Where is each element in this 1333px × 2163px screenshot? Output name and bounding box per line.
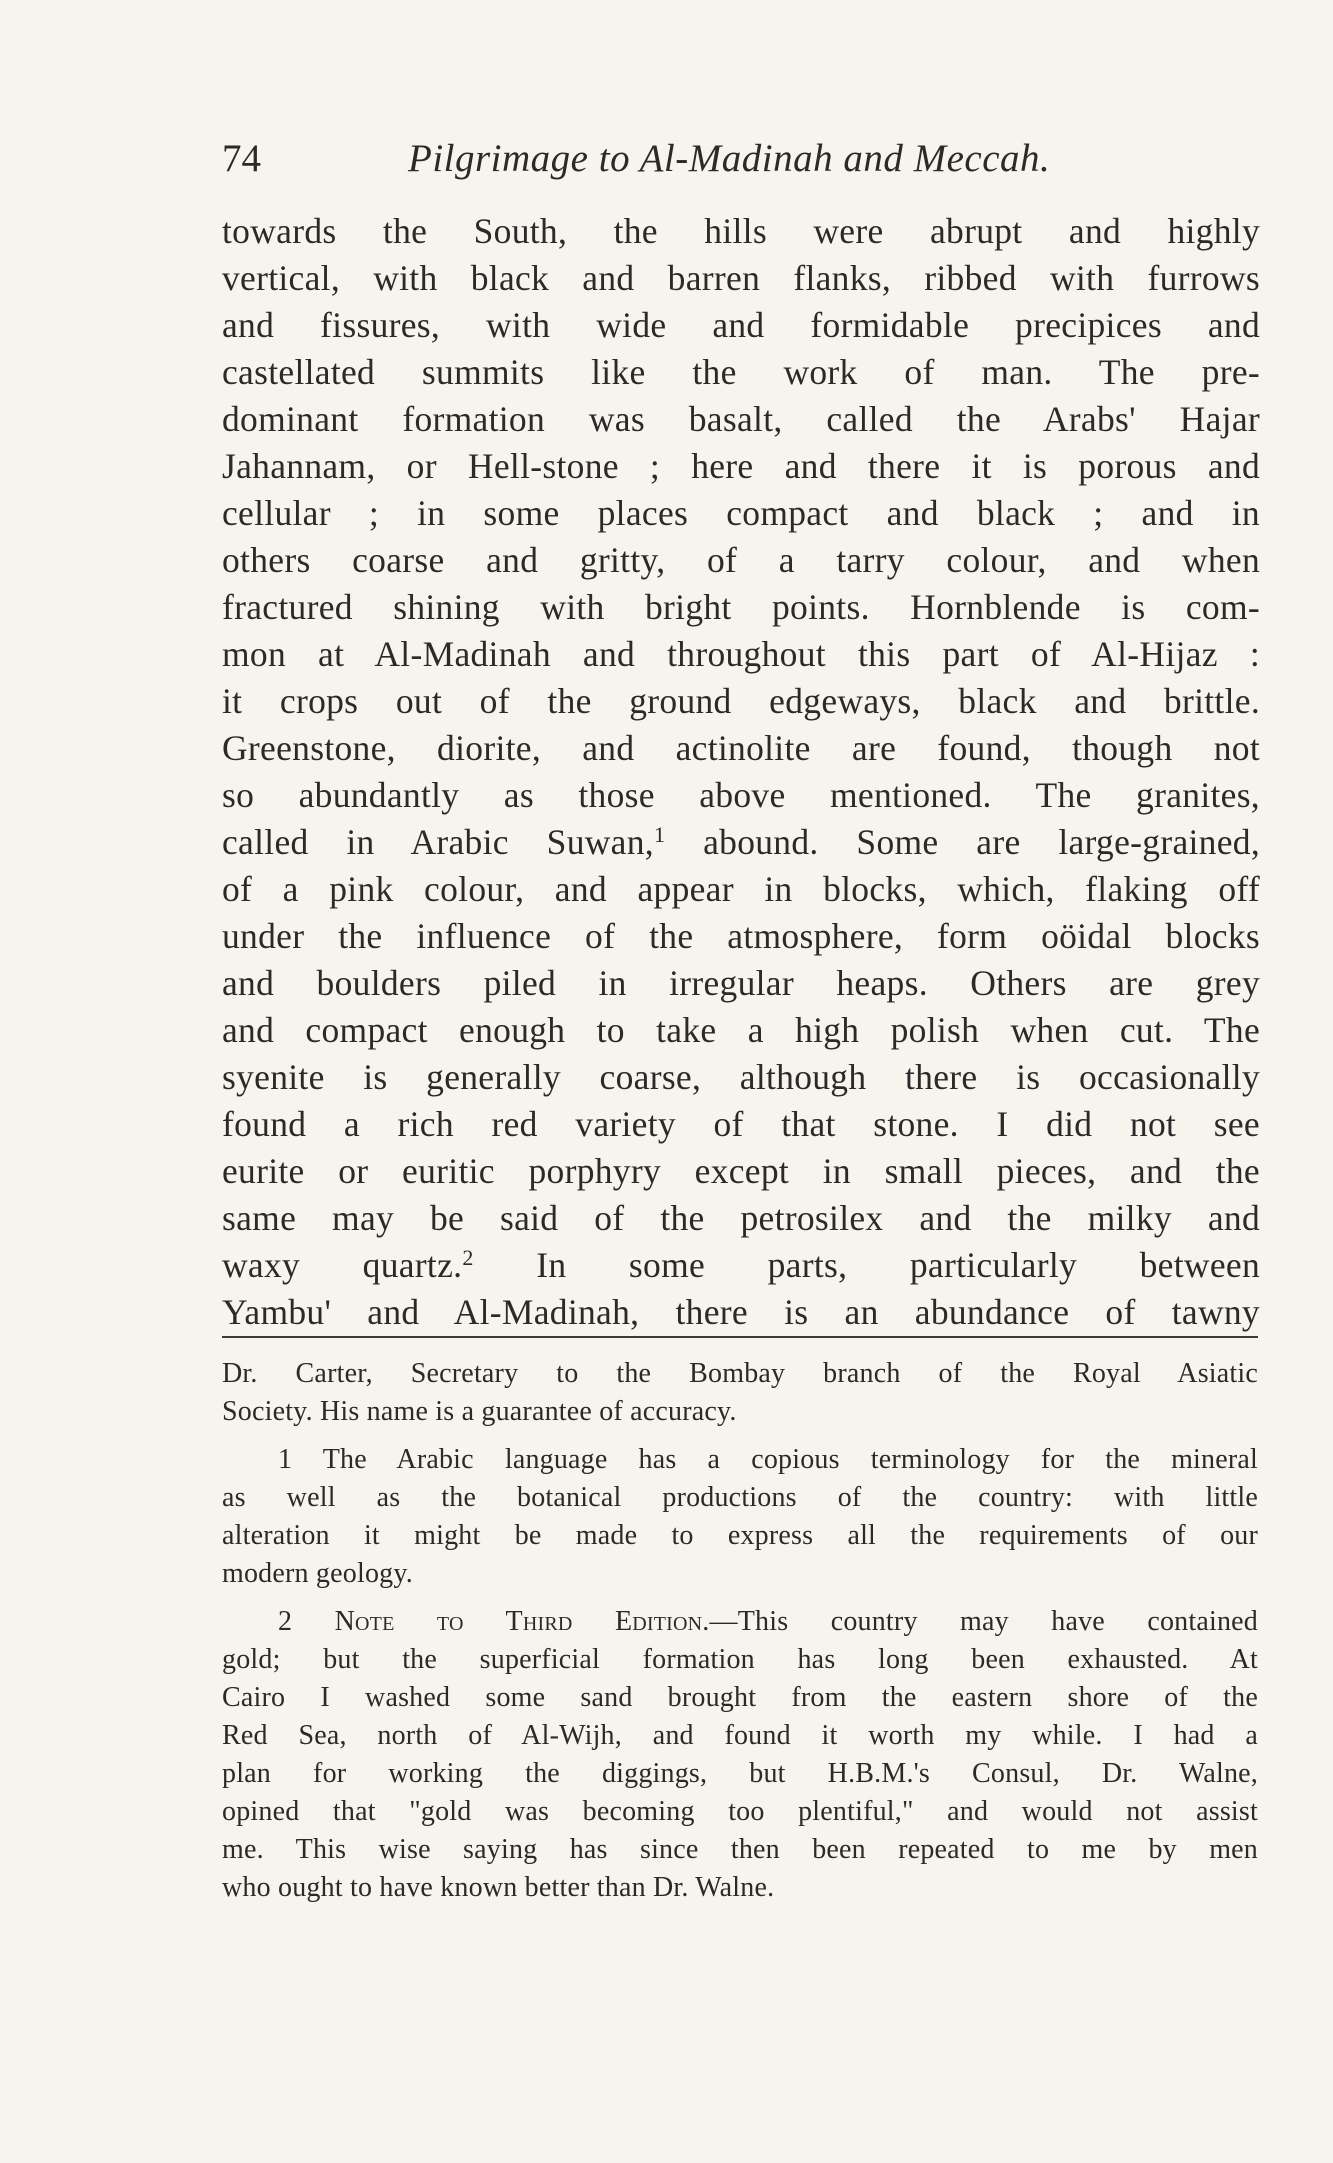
body-line: castellated summits like the work of man. The pre- bbox=[222, 352, 1260, 392]
body-line-text: called in Arabic Suwan, bbox=[222, 822, 654, 862]
footnote-line: alteration it might be made to express all the requirements of our bbox=[222, 1520, 1258, 1551]
footnote-line: Cairo I washed some sand brought from the eastern shore of the bbox=[222, 1682, 1258, 1713]
body-text bbox=[222, 208, 1260, 1336]
body-line bbox=[222, 1242, 1260, 1289]
footnote-continued bbox=[222, 1355, 1258, 1431]
running-title: Pilgrimage to Al-Madinah and Meccah. bbox=[408, 137, 1051, 180]
footnote-2-first-rest: —This country may have contained bbox=[709, 1606, 1258, 1637]
body-line-text: abound. Some are large-grained, bbox=[665, 822, 1260, 862]
body-line: of a pink colour, and appear in blocks, which, flaking off bbox=[222, 869, 1260, 909]
body-line: found a rich red variety of that stone. I did not see bbox=[222, 1104, 1260, 1144]
footnote-2-first-line bbox=[222, 1603, 1258, 1641]
body-line: cellular ; in some places compact and black ; and in bbox=[222, 493, 1260, 533]
footnote-2-heading: 2 Note to Third Edition. bbox=[278, 1606, 710, 1637]
body-line bbox=[222, 819, 1260, 866]
body-line: under the influence of the atmosphere, form oöidal blocks bbox=[222, 916, 1260, 956]
footnote-line: Dr. Carter, Secretary to the Bombay branch of the Royal Asiatic bbox=[222, 1358, 1258, 1389]
footnote-line: Red Sea, north of Al-Wijh, and found it worth my while. I had a bbox=[222, 1720, 1258, 1751]
footnote-1 bbox=[222, 1441, 1258, 1593]
footnote-line: me. This wise saying has since then been repeated to me by men bbox=[222, 1834, 1258, 1865]
body-line: and fissures, with wide and formidable precipices and bbox=[222, 305, 1260, 345]
body-line: vertical, with black and barren flanks, ribbed with furrows bbox=[222, 258, 1260, 298]
footnote-line: gold; but the superficial formation has long been exhausted. At bbox=[222, 1644, 1258, 1675]
body-line: dominant formation was basalt, called the Arabs' Hajar bbox=[222, 399, 1260, 439]
footnote-line: plan for working the diggings, but H.B.M.'s Consul, Dr. Walne, bbox=[222, 1758, 1258, 1789]
body-line: and boulders piled in irregular heaps. Others are grey bbox=[222, 963, 1260, 1003]
body-line: so abundantly as those above mentioned. The granites, bbox=[222, 775, 1260, 815]
body-line-text: waxy quartz. bbox=[222, 1245, 463, 1285]
body-line: fractured shining with bright points. Hornblende is com- bbox=[222, 587, 1260, 627]
body-line: towards the South, the hills were abrupt and highly bbox=[222, 211, 1260, 251]
body-line: Greenstone, diorite, and actinolite are found, though not bbox=[222, 728, 1260, 768]
body-line: Yambu' and Al-Madinah, there is an abundance of tawny bbox=[222, 1292, 1260, 1332]
footnote-marker: 1 bbox=[653, 822, 666, 847]
footnote-line: who ought to have known better than Dr. Walne. bbox=[222, 1872, 775, 1903]
footnote-line: as well as the botanical productions of the country: with little bbox=[222, 1482, 1258, 1513]
body-line: it crops out of the ground edgeways, black and brittle. bbox=[222, 681, 1260, 721]
body-line: mon at Al-Madinah and throughout this part of Al-Hijaz : bbox=[222, 634, 1260, 674]
footnote-rule bbox=[222, 1336, 1258, 1338]
running-header bbox=[222, 136, 1262, 186]
body-line: Jahannam, or Hell-stone ; here and there it is porous and bbox=[222, 446, 1260, 486]
body-line: same may be said of the petrosilex and the milky and bbox=[222, 1198, 1260, 1238]
footnote-line: modern geology. bbox=[222, 1558, 413, 1589]
footnote-line: Society. His name is a guarantee of accuracy. bbox=[222, 1396, 737, 1427]
body-line-text: In some parts, particularly between bbox=[473, 1245, 1260, 1285]
footnotes bbox=[222, 1355, 1258, 1917]
body-line: others coarse and gritty, of a tarry colour, and when bbox=[222, 540, 1260, 580]
footnote-line: 1 The Arabic language has a copious terminology for the mineral bbox=[278, 1444, 1258, 1475]
footnote-marker: 2 bbox=[462, 1245, 474, 1270]
footnote-2 bbox=[222, 1603, 1258, 1907]
body-line: eurite or euritic porphyry except in small pieces, and the bbox=[222, 1151, 1260, 1191]
body-line: syenite is generally coarse, although there is occasionally bbox=[222, 1057, 1260, 1097]
page-number: 74 bbox=[222, 137, 261, 180]
footnote-line: opined that "gold was becoming too plentiful," and would not assist bbox=[222, 1796, 1258, 1827]
body-line: and compact enough to take a high polish when cut. The bbox=[222, 1010, 1260, 1050]
